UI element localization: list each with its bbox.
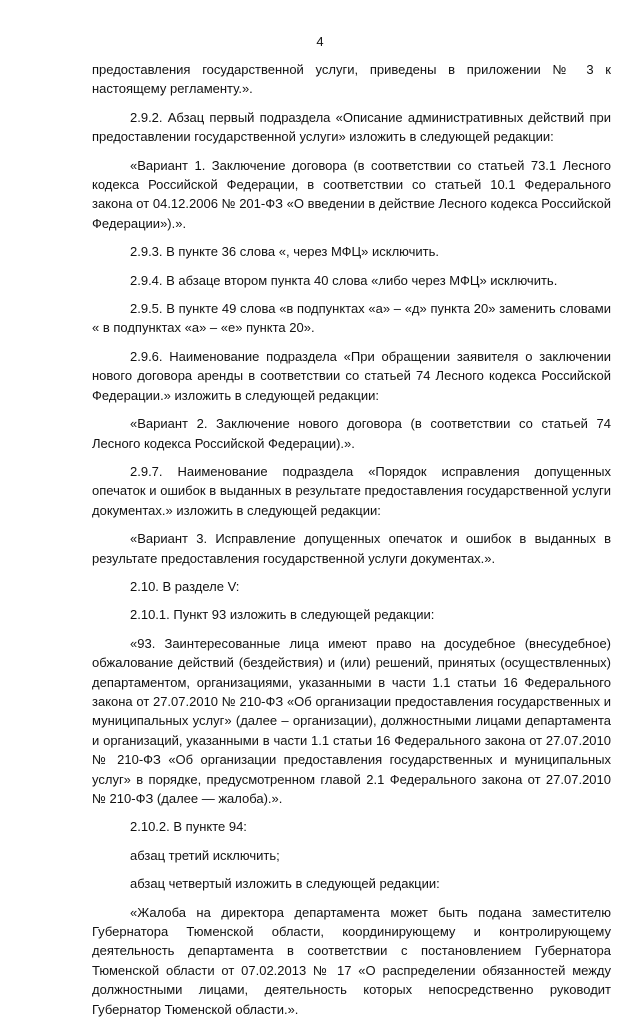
paragraph-variant-1: «Вариант 1. Заключение договора (в соответствии со статьей 73.1 Лесного кодекса Российской Федерации, в соответствии со статьей 10.1 Федерального закона от 04.12.2006 № 201-ФЗ «О введении в действие Лесного кодекса Российской Федерации»).». bbox=[92, 157, 611, 231]
paragraph-2-9-7: 2.9.7. Наименование подраздела «Порядок исправления допущенных опечаток и ошибок в выданных в результате предоставления государственной услуги документах.» изложить в следующей редакции: bbox=[92, 463, 611, 518]
paragraph-2-9-5: 2.9.5. В пункте 49 слова «в подпунктах «а» – «д» пункта 20» заменить словами « в подпунктах «а» – «е» пункта 20». bbox=[92, 301, 611, 336]
document-body bbox=[92, 60, 611, 1019]
paragraph-continuation: предоставления государственной услуги, приведены в приложении № 3 к настоящему регламенту.». bbox=[92, 62, 611, 97]
paragraph-2-10-2: 2.10.2. В пункте 94: bbox=[130, 819, 247, 835]
paragraph-variant-2: «Вариант 2. Заключение нового договора (в соответствии со статьей 74 Лесного кодекса Российской Федерации).». bbox=[92, 416, 611, 451]
paragraph-variant-3: «Вариант 3. Исправление допущенных опечаток и ошибок в выданных в результате предоставления государственной услуги документах.». bbox=[92, 531, 611, 566]
paragraph-complaint-director: «Жалоба на директора департамента может быть подана заместителю Губернатора Тюменской области, координирующему и контролирующему деятельность департамента в соответствии с постановлением Губернатора Тюменской области от 07.02.2013 № 17 «О распределении обязанностей между должностными лицами, деятельность которых непосредственно руководит Губернатор Тюменской области.». bbox=[92, 904, 611, 1017]
paragraph-2-9-6: 2.9.6. Наименование подраздела «При обращении заявителя о заключении нового договора аренды в соответствии со статьей 74 Лесного кодекса Российской Федерации.» изложить в следующей редакции: bbox=[92, 348, 611, 403]
paragraph-fourth-amended: абзац четвертый изложить в следующей редакции: bbox=[130, 876, 440, 892]
paragraph-third-removed: абзац третий исключить; bbox=[130, 847, 280, 863]
paragraph-2-9-4: 2.9.4. В абзаце втором пункта 40 слова «либо через МФЦ» исключить. bbox=[130, 272, 558, 288]
paragraph-2-10: 2.10. В разделе V: bbox=[130, 578, 240, 594]
paragraph-2-9-3: 2.9.3. В пункте 36 слова «, через МФЦ» исключить. bbox=[130, 244, 440, 260]
paragraph-point-93: «93. Заинтересованные лица имеют право на досудебное (внесудебное) обжалование действий (бездействия) и (или) решений, принятых (осуществленных) департаментом, организациями, указанными в части 1.1 статьи 16 Федерального закона от 27.07.2010 № 210-ФЗ «Об организации предоставления государственных и муниципальных услуг» (далее – организации), должностными лицами департамента и организаций, указанными в части 1.1 статьи 16 Федерального закона от 27.07.2010 № 210-ФЗ «Об организации предоставления государственных и муниципальных услуг» в порядке, предусмотренном главой 2.1 Федерального закона от 27.07.2010 № 210-ФЗ (далее — жалоба).». bbox=[92, 635, 611, 806]
paragraph-2-10-1: 2.10.1. Пункт 93 изложить в следующей редакции: bbox=[130, 607, 435, 623]
paragraph-2-9-2: 2.9.2. Абзац первый подраздела «Описание административных действий при предоставлении государственной услуги» изложить в следующей редакции: bbox=[92, 109, 611, 145]
page-number: 4 bbox=[316, 34, 324, 49]
